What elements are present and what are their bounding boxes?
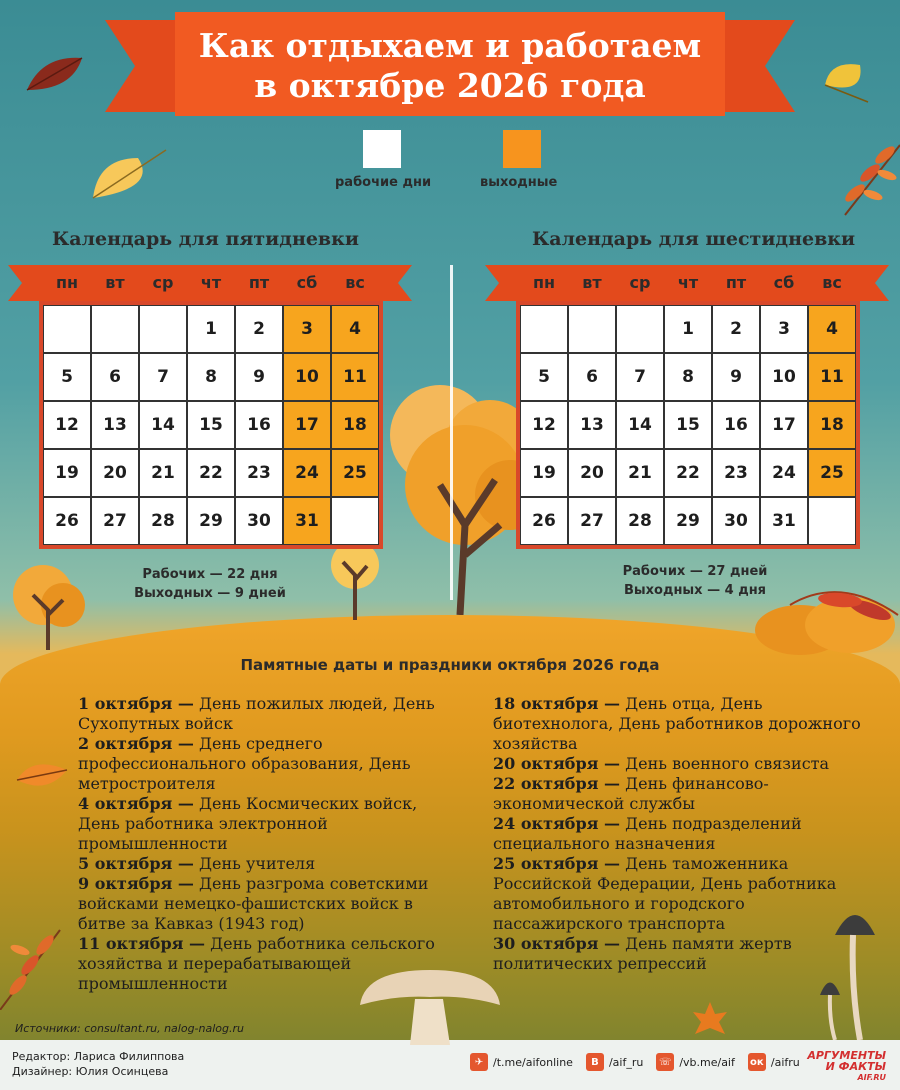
calendar-day: 29 [664, 497, 712, 545]
calendar-day: 9 [235, 353, 283, 401]
calendar-day: 15 [664, 401, 712, 449]
aif-logo [807, 1050, 886, 1083]
calendar-day: 22 [187, 449, 235, 497]
autumn-tree-icon [8, 560, 88, 650]
designer-credit: Дизайнер: Юлия Осинцева [12, 1065, 169, 1078]
date-entry [493, 774, 878, 814]
calendar-day: 19 [520, 449, 568, 497]
calendar-day: 6 [568, 353, 616, 401]
date-entry [78, 794, 448, 854]
date-label: 4 октября — [78, 794, 194, 813]
weekday-label: пн [55, 273, 79, 292]
date-label: 1 октября — [78, 694, 194, 713]
five-day-calendar-title: Календарь для пятидневки [52, 228, 359, 250]
calendar-day: 27 [91, 497, 139, 545]
calendar-day: 7 [616, 353, 664, 401]
editor-credit: Редактор: Лариса Филиппова [12, 1050, 185, 1063]
six-day-weekday-ribbon [485, 265, 889, 301]
page-title [105, 26, 795, 106]
social-link[interactable]: /t.me/aifonline [493, 1055, 573, 1069]
calendar-day: 10 [760, 353, 808, 401]
calendar-day: 16 [235, 401, 283, 449]
date-description: День среднего профессионального образования, День метростроителя [78, 734, 411, 793]
calendar-day-off: 11 [808, 353, 856, 401]
dates-section-title: Памятные даты и праздники октября 2026 года [240, 656, 660, 674]
weekday-label: чт [677, 273, 699, 292]
date-description: День таможенника Российской Федерации, День работника автомобильного и городского пассажирского транспорта [493, 854, 837, 933]
calendar-day: 15 [187, 401, 235, 449]
calendar-day: 14 [616, 401, 664, 449]
calendar-day [91, 305, 139, 353]
date-description: День работника сельского хозяйства и перерабатывающей промышленности [78, 934, 435, 993]
calendar-day: 23 [712, 449, 760, 497]
calendar-day: 23 [235, 449, 283, 497]
calendar-day: 19 [43, 449, 91, 497]
calendar-day: 7 [139, 353, 187, 401]
calendar-day: 30 [712, 497, 760, 545]
date-label: 22 октября — [493, 774, 621, 793]
calendar-day: 29 [187, 497, 235, 545]
weekday-label: вс [345, 273, 365, 292]
calendar-day: 26 [43, 497, 91, 545]
weekday-label: ср [152, 273, 174, 292]
weekday-label: ср [629, 273, 651, 292]
date-label: 25 октября — [493, 854, 621, 873]
calendar-day-off: 18 [808, 401, 856, 449]
viber-icon: ☏ [656, 1053, 674, 1071]
calendar-day: 9 [712, 353, 760, 401]
five-day-working-count: Рабочих — 22 дня [142, 567, 278, 582]
calendar-day: 28 [139, 497, 187, 545]
calendar-day: 1 [664, 305, 712, 353]
legend [330, 130, 580, 200]
six-day-calendar-grid [516, 301, 860, 549]
date-label: 2 октября — [78, 734, 194, 753]
calendar-day: 13 [91, 401, 139, 449]
weekday-label: пт [248, 273, 270, 292]
calendar-day-off: 18 [331, 401, 379, 449]
calendar-day [520, 305, 568, 353]
date-entry [493, 814, 878, 854]
six-day-off-count: Выходных — 4 дня [623, 583, 767, 598]
date-label: 20 октября — [493, 754, 621, 773]
weekday-label: пн [532, 273, 556, 292]
weekday-label: сб [773, 273, 795, 292]
calendar-day-off: 24 [283, 449, 331, 497]
logo-line-1: АРГУМЕНТЫ [807, 1049, 886, 1062]
calendar-day: 31 [760, 497, 808, 545]
legend-off-swatch [503, 130, 541, 168]
date-description: День разгрома советскими войсками немецко-фашистских войск в битве за Кавказ (1943 год) [78, 874, 429, 933]
calendar-day: 28 [616, 497, 664, 545]
calendar-day-off: 3 [283, 305, 331, 353]
calendar-day: 5 [43, 353, 91, 401]
social-link[interactable]: /vb.me/aif [679, 1055, 735, 1069]
social-links [470, 1053, 808, 1071]
calendar-day-off: 25 [808, 449, 856, 497]
calendar-day-off: 4 [808, 305, 856, 353]
date-label: 18 октября — [493, 694, 621, 713]
calendar-day [43, 305, 91, 353]
calendar-day: 2 [712, 305, 760, 353]
six-day-summary [600, 562, 790, 600]
legend-work-swatch [363, 130, 401, 168]
social-link[interactable]: /aif_ru [608, 1055, 644, 1069]
date-entry [78, 734, 448, 794]
date-description: День подразделений специального назначения [493, 814, 802, 853]
legend-off-label: выходные [480, 175, 558, 190]
calendar-day [616, 305, 664, 353]
legend-work-label: рабочие дни [335, 175, 432, 190]
five-day-weekday-ribbon [8, 265, 412, 301]
date-description: День отца, День биотехнолога, День работников дорожного хозяйства [493, 694, 861, 753]
weekday-label: вс [822, 273, 842, 292]
dates-left-column [78, 694, 448, 994]
calendar-day: 13 [568, 401, 616, 449]
calendar-day: 17 [760, 401, 808, 449]
weekday-label: вт [105, 273, 125, 292]
calendar-day: 2 [235, 305, 283, 353]
date-label: 30 октября — [493, 934, 621, 953]
calendar-day: 16 [712, 401, 760, 449]
date-label: 24 октября — [493, 814, 621, 833]
leaf-icon [22, 50, 92, 100]
calendar-day: 21 [616, 449, 664, 497]
calendar-day-off: 31 [283, 497, 331, 545]
date-entry [78, 874, 448, 934]
date-entry [78, 854, 448, 874]
dates-right-column [493, 694, 878, 974]
ok-icon: ок [748, 1053, 766, 1071]
calendar-day: 27 [568, 497, 616, 545]
calendar-day-off: 11 [331, 353, 379, 401]
five-day-summary [120, 565, 300, 603]
calendar-day [139, 305, 187, 353]
five-day-calendar-grid [39, 301, 383, 549]
autumn-tree-icon [325, 540, 385, 620]
date-description: День памяти жертв политических репрессий [493, 934, 792, 973]
calendar-day: 12 [43, 401, 91, 449]
date-entry [493, 694, 878, 754]
calendar-day: 8 [664, 353, 712, 401]
calendar-day: 26 [520, 497, 568, 545]
weekday-label: пт [725, 273, 747, 292]
calendar-day: 20 [568, 449, 616, 497]
date-entry [493, 934, 878, 974]
date-description: День финансово-экономической службы [493, 774, 769, 813]
date-description: День пожилых людей, День Сухопутных войск [78, 694, 435, 733]
credits [12, 1049, 184, 1079]
calendar-day: 8 [187, 353, 235, 401]
rowan-branch-icon [825, 135, 900, 220]
calendar-day: 1 [187, 305, 235, 353]
calendar-day-off: 25 [331, 449, 379, 497]
vk-icon: В [586, 1053, 604, 1071]
calendar-day: 20 [91, 449, 139, 497]
date-entry [78, 694, 448, 734]
calendar-day-off: 10 [283, 353, 331, 401]
calendar-day-off: 17 [283, 401, 331, 449]
calendar-day [331, 497, 379, 545]
sources-note: Источники: consultant.ru, nalog-nalog.ru [15, 1022, 245, 1035]
calendar-day-off: 4 [331, 305, 379, 353]
calendar-day: 12 [520, 401, 568, 449]
date-label: 5 октября — [78, 854, 194, 873]
calendar-divider [450, 265, 453, 600]
six-day-working-count: Рабочих — 27 дней [622, 564, 768, 579]
date-entry [493, 854, 878, 934]
calendar-day [808, 497, 856, 545]
title-line-1: Как отдыхаем и работаем [198, 26, 702, 65]
weekday-label: сб [296, 273, 318, 292]
rowan-branch-icon [0, 920, 70, 1010]
calendar-day: 22 [664, 449, 712, 497]
calendar-day: 14 [139, 401, 187, 449]
calendar-day: 21 [139, 449, 187, 497]
calendar-day: 5 [520, 353, 568, 401]
leaf-icon [88, 148, 168, 208]
calendar-day: 24 [760, 449, 808, 497]
calendar-day: 6 [91, 353, 139, 401]
date-label: 9 октября — [78, 874, 194, 893]
calendar-day [568, 305, 616, 353]
weekday-label: вт [582, 273, 602, 292]
weekday-label: чт [200, 273, 222, 292]
date-entry [493, 754, 878, 774]
six-day-calendar-title: Календарь для шестидневки [532, 228, 856, 250]
date-description: День военного связиста [620, 754, 830, 773]
five-day-off-count: Выходных — 9 дней [134, 586, 286, 601]
calendar-day: 30 [235, 497, 283, 545]
social-link[interactable]: /aifru [770, 1055, 800, 1069]
leaf-icon [820, 60, 870, 105]
logo-line-2: И ФАКТЫ [825, 1060, 886, 1073]
logo-line-3: AIF.RU [857, 1073, 886, 1082]
date-entry [78, 934, 448, 994]
telegram-icon: ✈ [470, 1053, 488, 1071]
maple-leaf-icon [690, 1000, 730, 1040]
leaf-icon [12, 755, 72, 795]
date-label: 11 октября — [78, 934, 206, 953]
calendar-day: 3 [760, 305, 808, 353]
date-description: День учителя [193, 854, 316, 873]
date-description: День Космических войск, День работника электронной промышленности [78, 794, 418, 853]
title-line-2: в октябре 2026 года [254, 66, 646, 105]
title-banner [105, 12, 795, 116]
